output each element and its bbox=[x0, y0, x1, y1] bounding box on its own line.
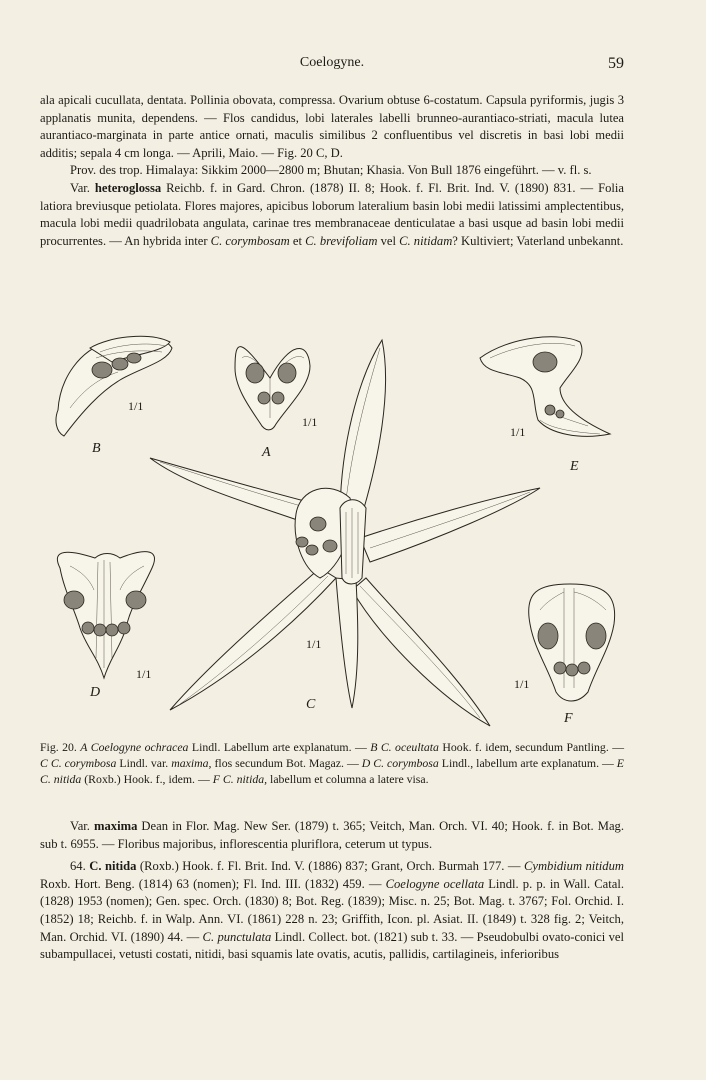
var-text-d: ? Kultiviert; Vaterland unbekannt. bbox=[452, 233, 624, 248]
scale-label-e: 1/1 bbox=[510, 425, 526, 439]
var-text-b: et bbox=[289, 233, 306, 248]
caption-c-variety: maxima, bbox=[171, 756, 212, 771]
var-prefix: Var. bbox=[70, 180, 95, 195]
figure-letter-b: B bbox=[92, 441, 101, 456]
var-maxima-text: Dean in Flor. Mag. New Ser. (1879) t. 365; Veitch, Man. Orch. VI. 40; Hook. f. in Bot. Mag. sub t. 6955. — Floribus majoribus, inflorescentia pluriflora, ceterum ut typus. bbox=[40, 819, 624, 851]
page-number: 59 bbox=[608, 55, 624, 72]
caption-b-text: Hook. f. idem, secundum Pantling. — bbox=[438, 740, 624, 754]
drawing-f bbox=[529, 584, 615, 701]
top-text-block bbox=[40, 92, 624, 250]
species-corymbosam: C. corymbosam bbox=[210, 233, 290, 248]
variety-maxima-paragraph bbox=[40, 818, 624, 853]
running-title: Coelogyne. bbox=[299, 55, 365, 70]
bottom-text-block bbox=[40, 818, 624, 964]
caption-d-species: D C. corymbosa bbox=[361, 756, 439, 771]
caption-c-text: Lindl. var. bbox=[116, 756, 172, 771]
species-entry-paragraph bbox=[40, 858, 624, 964]
species-text-a: (Roxb.) Hook. f. Fl. Brit. Ind. V. (1886) 837; Grant, Orch. Burmah 177. — bbox=[136, 859, 524, 874]
species-name: C. nitida bbox=[89, 859, 137, 874]
drawing-a bbox=[235, 347, 310, 430]
provenance-paragraph: Prov. des trop. Himalaya: Sikkim 2000—2800 m; Bhutan; Khasia. Von Bull 1876 eingeführt. — v. fl. s. bbox=[70, 163, 592, 178]
var-text-a: Reichb. f. in Gard. Chron. (1878) II. 8; Hook. f. Fl. Brit. Ind. V. (1890) 831. — Folia latiora breviusque petiolata. Flores majores, apicibus loborum lateralium basin lobi medii latissimi amplectentibus, macula lobi medii quadrilobata angulata, carinae tres membranaceae denticulatae a basi usque ad basin lobi medii procurrentes. — An hybrida inter bbox=[40, 180, 624, 248]
caption-c-species: C C. corymbosa bbox=[40, 756, 117, 771]
drawing-d bbox=[57, 552, 154, 678]
figure-letter-e: E bbox=[570, 459, 579, 474]
caption-a-text: Lindl. Labellum arte explanatum. — bbox=[188, 740, 371, 754]
var-maxima-prefix: Var. bbox=[70, 819, 94, 833]
caption-f-species: F C. nitida, bbox=[212, 772, 268, 787]
species-text-c: Lindl. p. p. in Wall. Catal. (1828) 1953 (nomen); Gen. spec. Orch. (1830) 8; Bot. Reg. (1839); Misc. n. 25; Bot. Mag. t. 3767; Fol. Orchid. I. (1852) 18; Reichb. f. in Walp. Ann. VI. (1861) 228 n. 23; Griffith, Icon. pl. Asiat. II. (1849) t. 328 fig. 2; Veitch, Man. Orchid. VI. (1890) 44. — bbox=[40, 876, 625, 944]
scale-label-c: 1/1 bbox=[306, 637, 322, 651]
variety-name: heteroglossa bbox=[94, 180, 162, 195]
species-nitidam: C. nitidam bbox=[399, 233, 453, 248]
scale-label-a: 1/1 bbox=[302, 415, 318, 429]
species-text-d: Lindl. Collect. bot. (1821) sub t. 33. — Pseudobulbi ovato-conici vel subampullacei, vetusti costati, nitidi, basi squamis late ovatis, acutis, pallidis, cartilagineis, inferioribus bbox=[40, 929, 624, 962]
caption-a-species: A Coelogyne ochracea bbox=[80, 740, 189, 754]
synonym-ocellata: Coelogyne ocellata bbox=[385, 876, 485, 891]
species-number: 64. bbox=[70, 859, 90, 874]
caption-fig-number: Fig. 20. bbox=[40, 740, 81, 754]
caption-f-text: labellum et columna a latere visa. bbox=[267, 772, 429, 787]
var-maxima-name: maxima bbox=[94, 819, 138, 833]
description-paragraph: ala apicali cucullata, dentata. Pollinia obovata, compressa. Ovarium obtuse 6-costatum. Capsula pyriformis, jugis 3 applanatis munita, dependens. — Flos candidus, lobi laterales labelli brunneo-aurantiaco-striati, macula lutea aurantiaco-marginata in parte antice ornati, maculis similibus 2 confluentibus vel discretis in basi lobi medii additis; sepala 4 cm longa. — Aprili, Maio. — Fig. 20 C, D. bbox=[40, 93, 624, 160]
variety-heteroglossa-paragraph bbox=[40, 180, 624, 250]
scale-label-f: 1/1 bbox=[514, 677, 530, 691]
figure-letter-f: F bbox=[564, 711, 573, 726]
caption-e-text: (Roxb.) Hook. f., idem. — bbox=[81, 772, 213, 787]
var-text-c: vel bbox=[377, 233, 400, 248]
scale-label-b: 1/1 bbox=[128, 399, 144, 413]
species-text-b: Roxb. Hort. Beng. (1814) 63 (nomen); Fl. Ind. III. (1832) 459. — bbox=[40, 876, 386, 891]
caption-c-source: flos secundum Bot. Magaz. — bbox=[211, 756, 362, 771]
figure-letter-a: A bbox=[262, 445, 271, 460]
drawing-b bbox=[56, 336, 172, 436]
species-brevifoliam: C. brevifoliam bbox=[305, 233, 378, 248]
orchid-illustration bbox=[40, 328, 640, 738]
caption-d-text: Lindl., labellum arte explanatum. — bbox=[438, 756, 617, 771]
botanical-figure bbox=[40, 328, 640, 738]
caption-e-species: E C. nitida bbox=[40, 756, 625, 787]
figure-letter-c: C bbox=[306, 697, 316, 712]
drawing-e bbox=[480, 337, 610, 437]
synonym-punctulata: C. punctulata bbox=[202, 929, 272, 944]
drawing-c bbox=[150, 340, 540, 726]
caption-text bbox=[40, 739, 624, 788]
scale-label-d: 1/1 bbox=[136, 667, 152, 681]
figure-letter-d: D bbox=[90, 685, 101, 700]
figure-caption bbox=[40, 739, 624, 788]
page-header bbox=[40, 55, 624, 73]
caption-b-species: B C. oceultata bbox=[370, 740, 439, 754]
synonym-cymbidium: Cymbidium nitidum bbox=[523, 859, 624, 874]
